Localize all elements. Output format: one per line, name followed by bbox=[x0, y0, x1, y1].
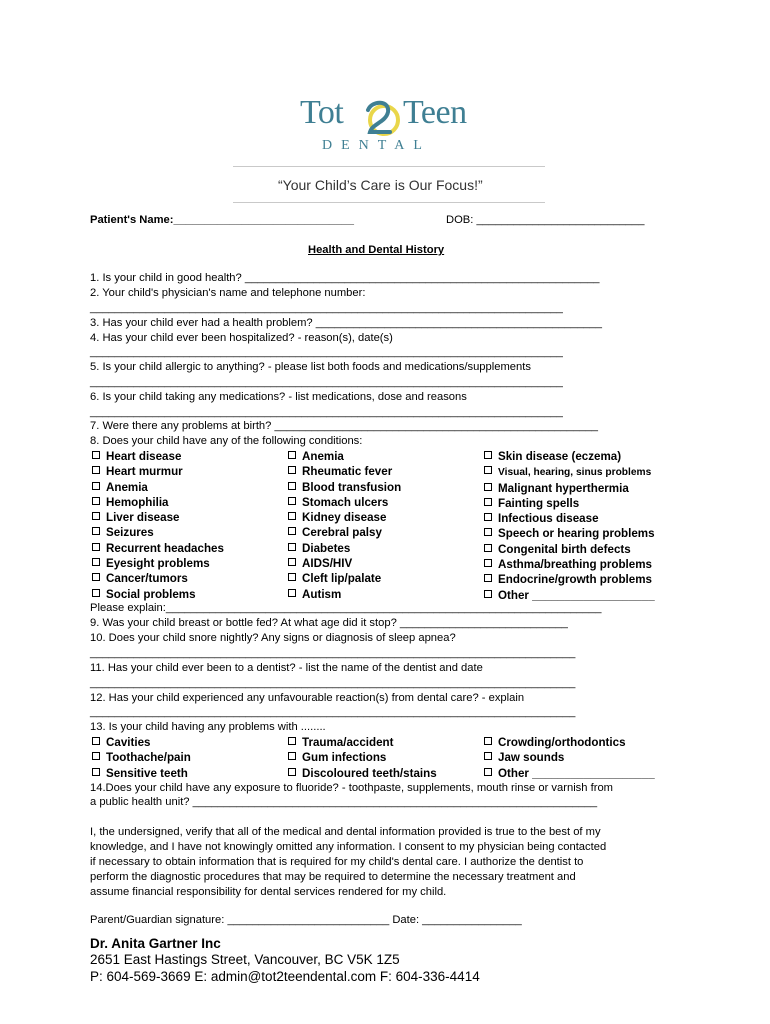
checkbox[interactable] bbox=[92, 512, 100, 520]
divider-bottom bbox=[233, 202, 545, 203]
checkbox[interactable] bbox=[288, 558, 296, 566]
checkbox[interactable] bbox=[484, 559, 492, 567]
footer-contact: P: 604-569-3669 E: admin@tot2teendental.com F: 604-336-4414 bbox=[90, 969, 480, 984]
tagline: “Your Child’s Care is Our Focus!” bbox=[278, 177, 483, 193]
condition-item[interactable]: Liver disease bbox=[92, 510, 224, 525]
signature-field[interactable]: Parent/Guardian signature: __________________________ Date: ________________ bbox=[90, 914, 522, 926]
question-4: 4. Has your child ever been hospitalized? - reason(s), date(s) bbox=[90, 332, 393, 344]
condition-item[interactable]: Speech or hearing problems bbox=[484, 526, 655, 541]
checkbox[interactable] bbox=[92, 497, 100, 505]
checkbox[interactable] bbox=[484, 768, 492, 776]
question-9[interactable]: 9. Was your child breast or bottle fed? At what age did it stop? ___________________________ bbox=[90, 617, 568, 629]
problem-item[interactable]: Other ___________________ bbox=[484, 766, 655, 781]
question-5-line[interactable]: ____________________________________________________________________________ bbox=[90, 376, 563, 388]
checkbox[interactable] bbox=[288, 451, 296, 459]
checkbox[interactable] bbox=[484, 752, 492, 760]
checkbox[interactable] bbox=[484, 737, 492, 745]
condition-item[interactable]: Asthma/breathing problems bbox=[484, 557, 655, 572]
logo bbox=[300, 94, 500, 164]
checkbox[interactable] bbox=[484, 590, 492, 598]
condition-item[interactable]: Seizures bbox=[92, 525, 224, 540]
question-2-line[interactable]: ____________________________________________________________________________ bbox=[90, 302, 563, 314]
please-explain-field[interactable]: Please explain:______________________________________________________________________ bbox=[90, 602, 602, 614]
checkbox[interactable] bbox=[288, 527, 296, 535]
condition-item[interactable]: Heart murmur bbox=[92, 464, 224, 479]
checkbox[interactable] bbox=[288, 497, 296, 505]
condition-item[interactable]: Kidney disease bbox=[288, 510, 401, 525]
problems-column-3 bbox=[484, 735, 655, 781]
question-12-line[interactable]: ______________________________________________________________________________ bbox=[90, 706, 576, 718]
checkbox[interactable] bbox=[484, 483, 492, 491]
checkbox[interactable] bbox=[288, 589, 296, 597]
condition-item[interactable]: Skin disease (eczema) bbox=[484, 449, 655, 464]
condition-item[interactable]: Endocrine/growth problems bbox=[484, 572, 655, 587]
question-11: 11. Has your child ever been to a dentist? - list the name of the dentist and date bbox=[90, 662, 483, 674]
question-6-line[interactable]: ____________________________________________________________________________ bbox=[90, 406, 563, 418]
condition-item[interactable]: Anemia bbox=[288, 449, 401, 464]
problem-item[interactable]: Sensitive teeth bbox=[92, 766, 191, 781]
checkbox[interactable] bbox=[92, 558, 100, 566]
question-4-line[interactable]: ____________________________________________________________________________ bbox=[90, 346, 563, 358]
condition-item[interactable]: Recurrent headaches bbox=[92, 541, 224, 556]
checkbox[interactable] bbox=[288, 768, 296, 776]
checkbox[interactable] bbox=[92, 543, 100, 551]
question-14-line[interactable]: a public health unit? _________________________________________________________________ bbox=[90, 796, 598, 808]
condition-item[interactable]: Autism bbox=[288, 587, 401, 602]
condition-item[interactable]: Other ___________________ bbox=[484, 588, 655, 603]
condition-item[interactable]: Stomach ulcers bbox=[288, 495, 401, 510]
condition-item[interactable]: Anemia bbox=[92, 480, 224, 495]
condition-item[interactable]: Visual, hearing, sinus problems bbox=[484, 464, 655, 480]
checkbox[interactable] bbox=[484, 451, 492, 459]
checkbox[interactable] bbox=[288, 482, 296, 490]
condition-item[interactable]: Rheumatic fever bbox=[288, 464, 401, 479]
conditions-column-2 bbox=[288, 449, 401, 602]
condition-item[interactable]: Social problems bbox=[92, 587, 224, 602]
condition-item[interactable]: Fainting spells bbox=[484, 496, 655, 511]
patient-name-field[interactable]: Patient's Name:_____________________________ bbox=[90, 214, 354, 226]
condition-item[interactable]: Eyesight problems bbox=[92, 556, 224, 571]
question-6: 6. Is your child taking any medications? - list medications, dose and reasons bbox=[90, 391, 467, 403]
conditions-column-3 bbox=[484, 449, 655, 603]
checkbox[interactable] bbox=[484, 528, 492, 536]
problems-column-2 bbox=[288, 735, 437, 781]
logo-dental: DENTAL bbox=[322, 138, 431, 153]
problem-item[interactable]: Crowding/orthodontics bbox=[484, 735, 655, 750]
condition-item[interactable]: Cancer/tumors bbox=[92, 571, 224, 586]
checkbox[interactable] bbox=[484, 544, 492, 552]
condition-item[interactable]: Cerebral palsy bbox=[288, 525, 401, 540]
question-11-line[interactable]: ______________________________________________________________________________ bbox=[90, 677, 576, 689]
checkbox[interactable] bbox=[484, 574, 492, 582]
question-2: 2. Your child's physician's name and telephone number: bbox=[90, 287, 366, 299]
problems-column-1 bbox=[92, 735, 191, 781]
question-8: 8. Does your child have any of the following conditions: bbox=[90, 435, 363, 447]
question-3[interactable]: 3. Has your child ever had a health problem? ______________________________________________ bbox=[90, 317, 602, 329]
condition-item[interactable]: Infectious disease bbox=[484, 511, 655, 526]
checkbox[interactable] bbox=[92, 466, 100, 474]
checkbox[interactable] bbox=[288, 543, 296, 551]
divider-top bbox=[233, 166, 545, 167]
checkbox[interactable] bbox=[288, 573, 296, 581]
checkbox[interactable] bbox=[484, 466, 492, 474]
declaration-paragraph: I, the undersigned, verify that all of the medical and dental information provided is true to the best of my knowledge, and I have not knowingly omitted any information. I consent to my physician being contacted if necessary to obtain information that is required for my child's dental care. I authorize the dentist to perform the diagnostic procedures that may be required to determine the necessary treatment and assume financial responsibility for dental services rendered for my child. bbox=[90, 826, 607, 898]
checkbox[interactable] bbox=[288, 466, 296, 474]
condition-item[interactable]: Hemophilia bbox=[92, 495, 224, 510]
checkbox[interactable] bbox=[92, 752, 100, 760]
question-12: 12. Has your child experienced any unfavourable reaction(s) from dental care? - explain bbox=[90, 692, 525, 704]
checkbox[interactable] bbox=[484, 513, 492, 521]
problem-item[interactable]: Jaw sounds bbox=[484, 750, 655, 765]
question-13: 13. Is your child having any problems with ........ bbox=[90, 721, 326, 733]
checkbox[interactable] bbox=[92, 768, 100, 776]
checkbox[interactable] bbox=[92, 527, 100, 535]
section-title: Health and Dental History bbox=[308, 244, 445, 256]
checkbox[interactable] bbox=[92, 589, 100, 597]
checkbox[interactable] bbox=[484, 498, 492, 506]
condition-item[interactable]: Malignant hyperthermia bbox=[484, 481, 655, 496]
problem-item[interactable]: Toothache/pain bbox=[92, 750, 191, 765]
logo-word-teen: Teen bbox=[403, 94, 467, 131]
checkbox[interactable] bbox=[92, 573, 100, 581]
problem-item[interactable]: Gum infections bbox=[288, 750, 437, 765]
problem-item[interactable]: Trauma/accident bbox=[288, 735, 437, 750]
checkbox[interactable] bbox=[288, 752, 296, 760]
condition-item[interactable]: Diabetes bbox=[288, 541, 401, 556]
footer-practice-name: Dr. Anita Gartner Inc bbox=[90, 936, 221, 951]
checkbox[interactable] bbox=[92, 737, 100, 745]
condition-item[interactable]: Blood transfusion bbox=[288, 480, 401, 495]
question-10: 10. Does your child snore nightly? Any signs or diagnosis of sleep apnea? bbox=[90, 632, 456, 644]
checkbox[interactable] bbox=[288, 512, 296, 520]
condition-item[interactable]: Cleft lip/palate bbox=[288, 571, 401, 586]
condition-item[interactable]: AIDS/HIV bbox=[288, 556, 401, 571]
question-10-line[interactable]: ______________________________________________________________________________ bbox=[90, 647, 576, 659]
logo-word-tot: Tot bbox=[300, 94, 344, 131]
footer-address: 2651 East Hastings Street, Vancouver, BC V5K 1Z5 bbox=[90, 952, 400, 967]
condition-item[interactable]: Heart disease bbox=[92, 449, 224, 464]
condition-item[interactable]: Congenital birth defects bbox=[484, 542, 655, 557]
problem-item[interactable]: Discoloured teeth/stains bbox=[288, 766, 437, 781]
logo-two-icon bbox=[360, 96, 404, 140]
conditions-column-1 bbox=[92, 449, 224, 602]
question-1[interactable]: 1. Is your child in good health? _________________________________________________________ bbox=[90, 272, 600, 284]
checkbox[interactable] bbox=[288, 737, 296, 745]
question-7[interactable]: 7. Were there any problems at birth? ____________________________________________________ bbox=[90, 420, 599, 432]
problem-item[interactable]: Cavities bbox=[92, 735, 191, 750]
dob-field[interactable]: DOB: ___________________________ bbox=[446, 214, 645, 226]
checkbox[interactable] bbox=[92, 482, 100, 490]
question-5: 5. Is your child allergic to anything? - please list both foods and medications/supplements bbox=[90, 361, 531, 373]
question-14: 14.Does your child have any exposure to fluoride? - toothpaste, supplements, mouth rinse or varnish from bbox=[90, 782, 613, 794]
checkbox[interactable] bbox=[92, 451, 100, 459]
